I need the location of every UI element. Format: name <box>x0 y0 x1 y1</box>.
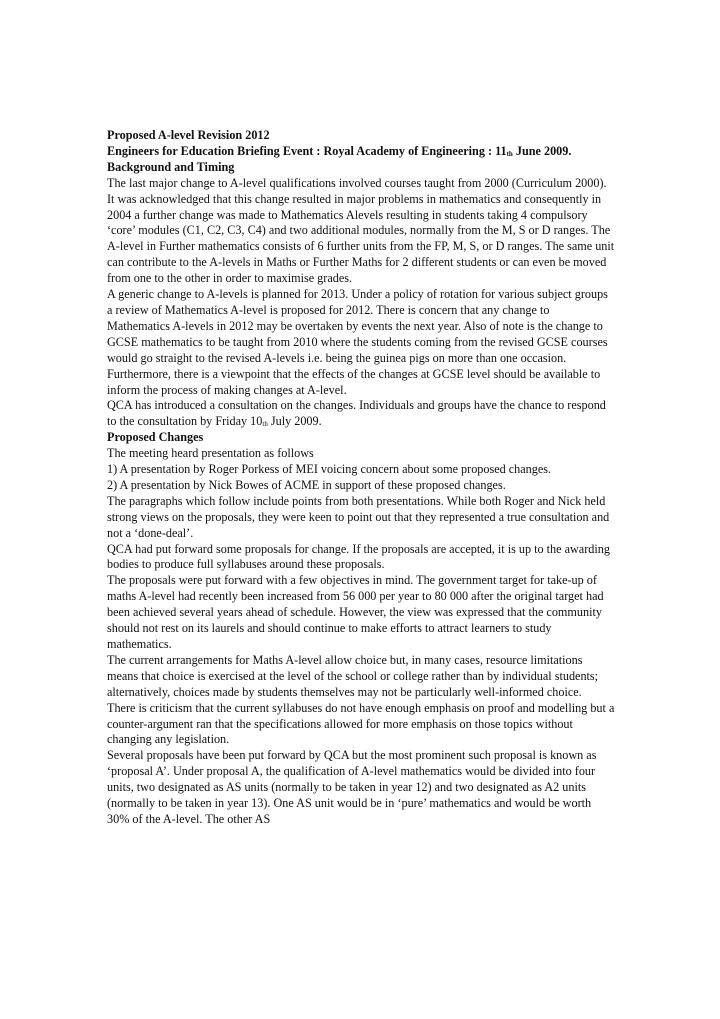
deadline-suffix: th <box>262 420 268 429</box>
event-text: Engineers for Education Briefing Event : Royal Academy of Engineering : 11 <box>107 143 507 158</box>
document-title: Proposed A-level Revision 2012 <box>107 128 270 142</box>
paragraph: The proposals were put forward with a few objectives in mind. The government target for take-up of maths A-level had recently been increased from 56 000 per year to 80 000 after the original target had been achieved several years ahead of schedule. However, the view was expressed that the community should not rest on its laurels and should continue to make efforts to attract learners to study mathematics. <box>107 573 604 651</box>
event-date-suffix: th <box>506 149 513 158</box>
section-heading-background: Background and Timing <box>107 159 235 174</box>
list-item: 2) A presentation by Nick Bowes of ACME in support of these proposed changes. <box>107 477 506 492</box>
paragraph: The current arrangements for Maths A-level allow choice but, in many cases, resource limitations means that choice is exercised at the level of the school or college rather than by individual students; alternatively, choices made by students themselves may not be particularly well-informed choice. <box>107 652 599 699</box>
event-line <box>107 144 615 160</box>
consultation-text: QCA has introduced a consultation on the changes. Individuals and groups have the chance to respond to the consultation by Friday 10 <box>107 398 606 429</box>
section-heading-proposed-changes: Proposed Changes <box>107 430 204 445</box>
document-page <box>107 128 615 828</box>
paragraph: A generic change to A-levels is planned for 2013. Under a policy of rotation for various subject groups a review of Mathematics A-level is proposed for 2012. There is concern that any change to Mathematics A-levels in 2012 may be overtaken by events the next year. Also of note is the change to GCSE mathematics to be taught from 2010 where the students coming from the revised GCSE courses would go straight to the revised A-levels i.e. being the guinea pigs on more than one occasion. Furthermore, there is a viewpoint that the effects of the changes at GCSE level should be available to inform the process of making changes at A-level. <box>107 287 608 397</box>
consultation-text-end: July 2009. <box>267 414 322 429</box>
paragraph: There is criticism that the current syllabuses do not have enough emphasis on proof and modelling but a counter-argument ran that the specifications allowed for more emphasis on those topics without changing any legislation. <box>107 700 615 747</box>
paragraph: The meeting heard presentation as follows <box>107 446 314 461</box>
paragraph: Several proposals have been put forward by QCA but the most prominent such proposal is known as ‘proposal A’. Under proposal A, the qualification of A-level mathematics would be divided into four units, two designated as AS units (normally to be taken in year 12) and two designated as A2 units (normally to be taken in year 13). One AS unit would be in ‘pure’ mathematics and would be worth 30% of the A-level. The other AS <box>107 748 597 826</box>
event-text-end: June 2009. <box>512 143 572 158</box>
paragraph: QCA had put forward some proposals for change. If the proposals are accepted, it is up to the awarding bodies to produce full syllabuses around these proposals. <box>107 541 610 572</box>
paragraph <box>107 398 615 430</box>
paragraph: The last major change to A-level qualifications involved courses taught from 2000 (Curriculum 2000). It was acknowledged that this change resulted in major problems in mathematics and consequently in 2004 a further change was made to Mathematics Alevels resulting in students taking 4 compulsory ‘core’ modules (C1, C2, C3, C4) and two additional modules, normally from the M, S or D ranges. The A-level in Further mathematics consists of 6 further units from the FP, M, S, or D ranges. The same unit can contribute to the A-levels in Maths or Further Maths for 2 different students or can even be moved from one to the other in order to maximise grades. <box>107 175 615 286</box>
list-item: 1) A presentation by Roger Porkess of MEI voicing concern about some proposed changes. <box>107 462 552 477</box>
paragraph: The paragraphs which follow include points from both presentations. While both Roger and Nick held strong views on the proposals, they were keen to point out that they represented a true consultation and not a ‘done-deal’. <box>107 493 610 540</box>
